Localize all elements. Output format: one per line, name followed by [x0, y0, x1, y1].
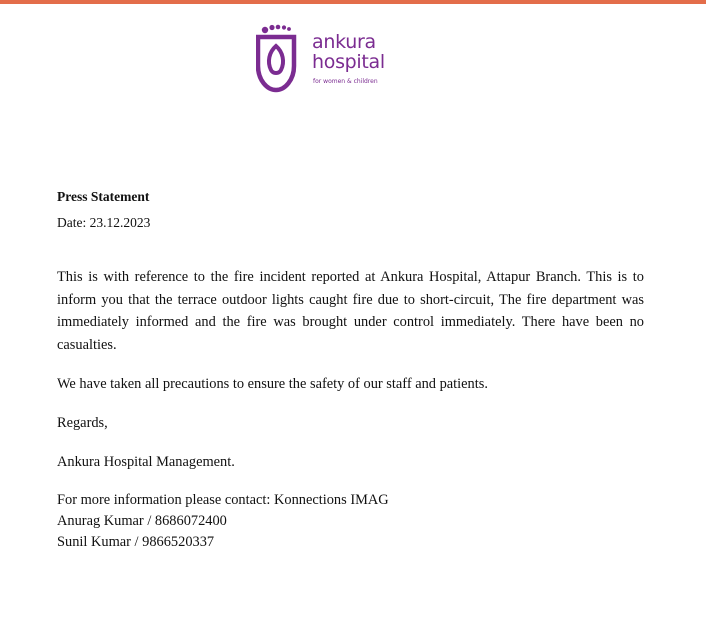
incident-paragraph: This is with reference to the fire incident reported at Ankura Hospital, Attapur Branch. This is to inform you that the terrace outdoor lights caught fire due to short-circuit, The fire department was immediately informed and the fire was brought under control immediately. There have been no casualties.	[57, 269, 644, 353]
document-title: Press Statement	[57, 189, 150, 204]
regards-line: Regards,	[57, 415, 108, 431]
contact-block	[57, 490, 644, 553]
press-statement-body	[57, 186, 644, 553]
contact-line: Anurag Kumar / 8686072400	[57, 513, 227, 529]
signature-line: Ankura Hospital Management.	[57, 454, 235, 470]
document-date: Date: 23.12.2023	[57, 215, 151, 230]
ankura-footprint-logo-icon	[256, 24, 306, 94]
contact-line: Sunil Kumar / 9866520337	[57, 534, 215, 550]
top-accent-bar	[0, 0, 706, 4]
precautions-paragraph: We have taken all precautions to ensure the safety of our staff and patients.	[57, 376, 488, 392]
contact-intro: For more information please contact: Konnections IMAG	[57, 492, 389, 508]
brand-name-line1: ankura	[312, 31, 376, 53]
brand-name	[312, 32, 385, 72]
brand-name-line2: hospital	[312, 51, 385, 73]
ankura-logo	[256, 24, 406, 94]
brand-tagline: for women & children	[313, 78, 378, 85]
